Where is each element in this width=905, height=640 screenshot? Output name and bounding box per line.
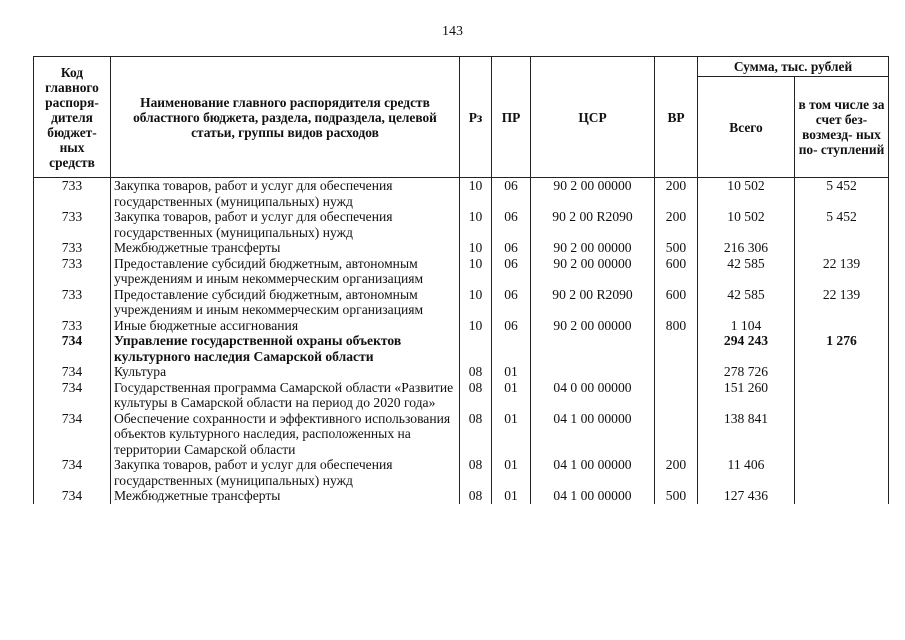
- cell-rz: 10: [460, 287, 492, 318]
- cell-pr: 01: [492, 488, 531, 504]
- cell-vr: [655, 333, 698, 364]
- cell-total: 127 436: [698, 488, 795, 504]
- table-row: [34, 240, 889, 256]
- cell-pr: 01: [492, 411, 531, 458]
- cell-code: 733: [34, 287, 111, 318]
- cell-csr: 04 1 00 00000: [531, 457, 655, 488]
- cell-free: [795, 411, 889, 458]
- cell-pr: 01: [492, 457, 531, 488]
- cell-name: Иные бюджетные ассигнования: [111, 318, 460, 334]
- cell-pr: 06: [492, 209, 531, 240]
- header-sum-group: Сумма, тыс. рублей: [698, 57, 889, 77]
- cell-total: 42 585: [698, 287, 795, 318]
- header-pr: ПР: [492, 57, 531, 178]
- cell-pr: 06: [492, 287, 531, 318]
- cell-vr: 600: [655, 256, 698, 287]
- cell-pr: 01: [492, 364, 531, 380]
- cell-rz: [460, 333, 492, 364]
- cell-vr: 600: [655, 287, 698, 318]
- cell-vr: 500: [655, 488, 698, 504]
- cell-vr: 800: [655, 318, 698, 334]
- cell-csr: [531, 364, 655, 380]
- cell-total: 42 585: [698, 256, 795, 287]
- header-name: Наименование главного распорядителя средств областного бюджета, раздела, подраздела, целевой статьи, группы видов расходов: [111, 57, 460, 178]
- cell-free: [795, 380, 889, 411]
- cell-rz: 08: [460, 411, 492, 458]
- header-rz: Рз: [460, 57, 492, 178]
- cell-code: 734: [34, 457, 111, 488]
- table-row: [34, 209, 889, 240]
- cell-name: Закупка товаров, работ и услуг для обеспечения государственных (муниципальных) нужд: [111, 178, 460, 210]
- cell-total: 151 260: [698, 380, 795, 411]
- cell-rz: 10: [460, 240, 492, 256]
- cell-free: 5 452: [795, 209, 889, 240]
- header-code: Код главного распоря- дителя бюджет- ных средств: [34, 57, 111, 178]
- cell-code: 734: [34, 364, 111, 380]
- cell-free: [795, 240, 889, 256]
- cell-rz: 10: [460, 256, 492, 287]
- cell-total: 10 502: [698, 209, 795, 240]
- cell-csr: [531, 333, 655, 364]
- cell-csr: 04 1 00 00000: [531, 411, 655, 458]
- cell-csr: 90 2 00 00000: [531, 256, 655, 287]
- cell-total: 216 306: [698, 240, 795, 256]
- cell-name: Межбюджетные трансферты: [111, 488, 460, 504]
- cell-csr: 90 2 00 00000: [531, 318, 655, 334]
- cell-csr: 04 1 00 00000: [531, 488, 655, 504]
- cell-total: 138 841: [698, 411, 795, 458]
- header-free: в том числе за счет без- возмезд- ных по- ступлений: [795, 77, 889, 178]
- cell-csr: 90 2 00 00000: [531, 178, 655, 210]
- table-row: [34, 380, 889, 411]
- budget-table: [33, 56, 889, 504]
- cell-free: 5 452: [795, 178, 889, 210]
- cell-free: 22 139: [795, 287, 889, 318]
- cell-rz: 10: [460, 318, 492, 334]
- cell-csr: 04 0 00 00000: [531, 380, 655, 411]
- cell-total: 1 104: [698, 318, 795, 334]
- cell-free: 1 276: [795, 333, 889, 364]
- cell-pr: 01: [492, 380, 531, 411]
- cell-total: 294 243: [698, 333, 795, 364]
- table-row: [34, 318, 889, 334]
- cell-pr: 06: [492, 318, 531, 334]
- cell-vr: 200: [655, 178, 698, 210]
- cell-rz: 08: [460, 457, 492, 488]
- cell-code: 734: [34, 488, 111, 504]
- cell-pr: 06: [492, 240, 531, 256]
- cell-free: [795, 457, 889, 488]
- table-row: [34, 178, 889, 210]
- cell-rz: 08: [460, 364, 492, 380]
- cell-name: Государственная программа Самарской области «Развитие культуры в Самарской области на период до 2020 года»: [111, 380, 460, 411]
- table-body: [34, 178, 889, 504]
- cell-name: Управление государственной охраны объектов культурного наследия Самарской области: [111, 333, 460, 364]
- table-row: [34, 457, 889, 488]
- cell-code: 733: [34, 256, 111, 287]
- cell-total: 10 502: [698, 178, 795, 210]
- cell-csr: 90 2 00 R2090: [531, 287, 655, 318]
- cell-pr: 06: [492, 178, 531, 210]
- table-row: [34, 256, 889, 287]
- cell-csr: 90 2 00 00000: [531, 240, 655, 256]
- table-row: [34, 287, 889, 318]
- cell-name: Закупка товаров, работ и услуг для обеспечения государственных (муниципальных) нужд: [111, 457, 460, 488]
- cell-free: [795, 318, 889, 334]
- cell-code: 733: [34, 178, 111, 210]
- cell-rz: 10: [460, 178, 492, 210]
- cell-code: 733: [34, 318, 111, 334]
- cell-code: 733: [34, 240, 111, 256]
- cell-vr: [655, 364, 698, 380]
- cell-pr: [492, 333, 531, 364]
- cell-free: 22 139: [795, 256, 889, 287]
- cell-vr: [655, 380, 698, 411]
- table-row: [34, 364, 889, 380]
- cell-free: [795, 488, 889, 504]
- cell-name: Предоставление субсидий бюджетным, автономным учреждениям и иным некоммерческим организациям: [111, 287, 460, 318]
- cell-vr: [655, 411, 698, 458]
- cell-rz: 08: [460, 380, 492, 411]
- cell-code: 734: [34, 411, 111, 458]
- cell-name: Закупка товаров, работ и услуг для обеспечения государственных (муниципальных) нужд: [111, 209, 460, 240]
- cell-vr: 200: [655, 457, 698, 488]
- table-row: [34, 411, 889, 458]
- cell-code: 733: [34, 209, 111, 240]
- cell-rz: 08: [460, 488, 492, 504]
- cell-name: Культура: [111, 364, 460, 380]
- cell-code: 734: [34, 333, 111, 364]
- cell-vr: 200: [655, 209, 698, 240]
- cell-pr: 06: [492, 256, 531, 287]
- table-row: [34, 488, 889, 504]
- table-row: [34, 333, 889, 364]
- cell-name: Обеспечение сохранности и эффективного использования объектов культурного наследия, расположенных на территории Самарской области: [111, 411, 460, 458]
- cell-rz: 10: [460, 209, 492, 240]
- cell-name: Межбюджетные трансферты: [111, 240, 460, 256]
- header-csr: ЦСР: [531, 57, 655, 178]
- cell-total: 11 406: [698, 457, 795, 488]
- cell-csr: 90 2 00 R2090: [531, 209, 655, 240]
- cell-free: [795, 364, 889, 380]
- header-vr: ВР: [655, 57, 698, 178]
- cell-name: Предоставление субсидий бюджетным, автономным учреждениям и иным некоммерческим организациям: [111, 256, 460, 287]
- cell-code: 734: [34, 380, 111, 411]
- cell-total: 278 726: [698, 364, 795, 380]
- header-total: Всего: [698, 77, 795, 178]
- page-number: 143: [442, 24, 463, 39]
- cell-vr: 500: [655, 240, 698, 256]
